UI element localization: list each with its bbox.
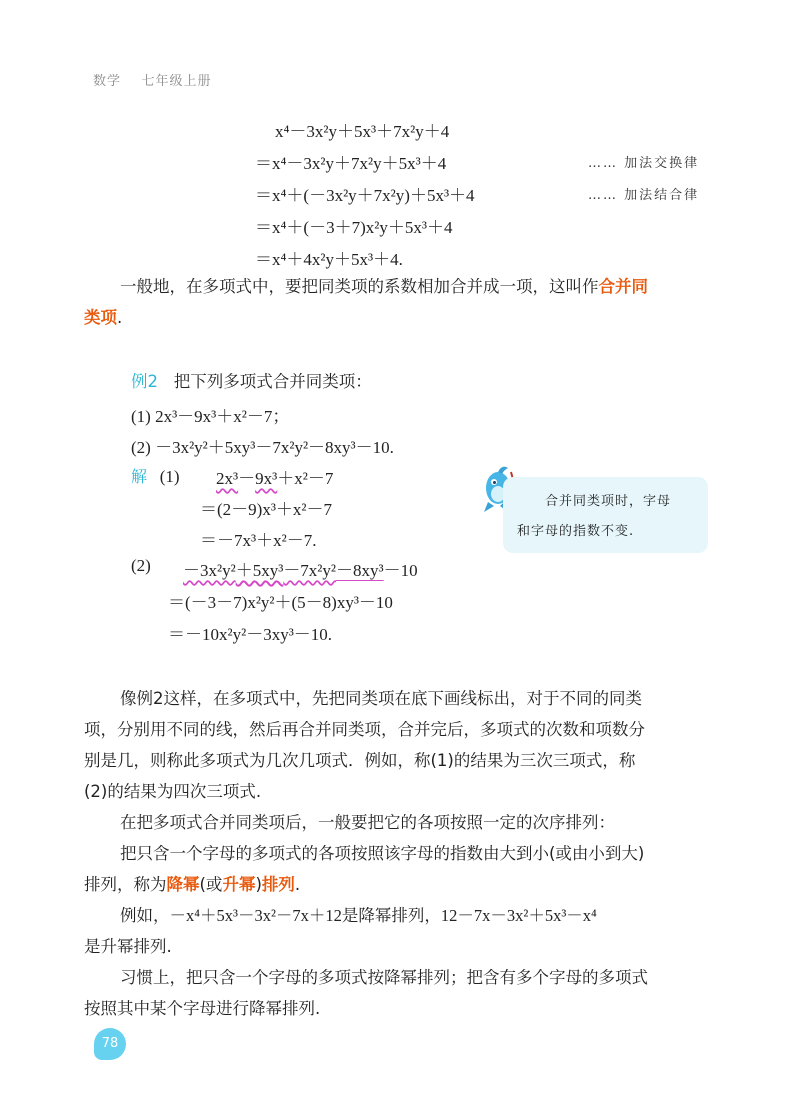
p3-text-a: 排列，称为	[84, 875, 167, 894]
paragraph-5-line-1: 习惯上，把只含一个字母的多项式按降幂排列；把含有多个字母的多项式	[120, 968, 648, 987]
definition-line-2	[84, 303, 122, 333]
page-number: 78	[94, 1028, 126, 1060]
derivation-line-4: ＝x⁴＋(－3＋7)x²y＋5x³＋4	[255, 218, 453, 237]
example-question-2: (2) －3x²y²＋5xy³－7x²y²－8xy³－10.	[131, 438, 394, 457]
paragraph-1-line-2: 项，分别用不同的线，然后再合并同类项，合并完后，多项式的次数和项数分	[84, 720, 645, 739]
solution-2-line-1: －3x²y²＋5xy³－7x²y²－8xy³－10	[183, 561, 418, 580]
paragraph-1-line-1: 像例2这样，在多项式中，先把同类项在底下画线标出，对于不同的同类	[120, 689, 642, 708]
term-combine-like-terms-1: 合并同	[598, 277, 648, 296]
solution-label: 解	[131, 467, 148, 486]
running-header	[93, 70, 212, 89]
derivation-line-2: ＝x⁴－3x²y＋7x²y＋5x³＋4	[255, 154, 447, 173]
note-associative: …… 加法结合律	[588, 188, 700, 203]
example-2-heading	[131, 367, 372, 397]
derivation-line-1: x⁴－3x²y＋5x³＋7x²y＋4	[275, 122, 450, 141]
header-subject: 数学	[93, 74, 122, 89]
tip-line-2: 和字母的指数不变.	[517, 524, 635, 539]
definition-text: 一般地，在多项式中，要把同类项的系数相加合并成一项，这叫作	[120, 277, 599, 296]
p3-text-c: )	[255, 875, 262, 894]
solution-1-line-2: ＝(2－9)x³＋x²－7	[200, 500, 333, 519]
p4-text-a: 例如，	[120, 906, 170, 925]
example-question-1: (1) 2x³－9x³＋x²－7；	[131, 407, 290, 426]
solution-heading	[131, 464, 180, 487]
paragraph-5-line-2: 按照其中某个字母进行降幂排列.	[84, 999, 321, 1018]
p3-text-b: (或	[199, 875, 223, 894]
derivation-line-5: ＝x⁴＋4x²y＋5x³＋4.	[255, 250, 403, 269]
example-prompt: 把下列多项式合并同类项：	[173, 372, 372, 391]
term-ascending-powers: 升幂	[222, 875, 256, 894]
paragraph-4-line-2: 是升幂排列.	[84, 937, 172, 956]
tip-box	[503, 477, 708, 553]
solution-2-line-3: ＝－10x²y²－3xy³－10.	[168, 625, 333, 644]
paragraph-3-line-1: 把只含一个字母的多项式的各项按照该字母的指数由大到小(或由小到大)	[120, 844, 645, 863]
paragraph-2: 在把多项式合并同类项后，一般要把它的各项按照一定的次序排列：	[120, 813, 615, 832]
paragraph-1-line-3: 别是几，则称此多项式为几次几项式．例如，称(1)的结果为三次三项式，称	[84, 751, 636, 770]
solution-1-label: (1)	[159, 467, 180, 486]
paragraph-4-line-1	[120, 901, 597, 931]
p3-text-d: .	[294, 875, 301, 894]
p4-expression-descending: －x⁴＋5x³－3x²－7x＋12	[169, 906, 342, 925]
solution-1-line-3: ＝－7x³＋x²－7.	[200, 531, 317, 550]
tip-line-1: 合并同类项时，字母	[545, 494, 672, 509]
note-commutative: …… 加法交换律	[588, 156, 700, 171]
paragraph-1-line-4: (2)的结果为四次三项式.	[84, 782, 262, 801]
definition-line-1	[120, 272, 648, 302]
definition-end: .	[117, 308, 123, 327]
term-combine-like-terms-2: 类项	[84, 308, 117, 327]
p4-text-b: 是降幂排列，	[341, 906, 441, 925]
derivation-line-3: ＝x⁴＋(－3x²y＋7x²y)＋5x³＋4	[255, 186, 475, 205]
example-label: 例2	[131, 372, 158, 391]
term-arrangement: 排列	[261, 875, 295, 894]
solution-2-label: (2)	[131, 556, 151, 575]
paragraph-3-line-2	[84, 870, 300, 900]
p4-expression-ascending: 12－7x－3x²＋5x³－x⁴	[440, 906, 597, 925]
term-descending-powers: 降幂	[166, 875, 200, 894]
solution-2-line-2: ＝(－3－7)x²y²＋(5－8)xy³－10	[168, 593, 393, 612]
header-book: 七年级上册	[141, 74, 212, 89]
solution-1-line-1: 2x³－9x³＋x²－7	[216, 469, 334, 488]
